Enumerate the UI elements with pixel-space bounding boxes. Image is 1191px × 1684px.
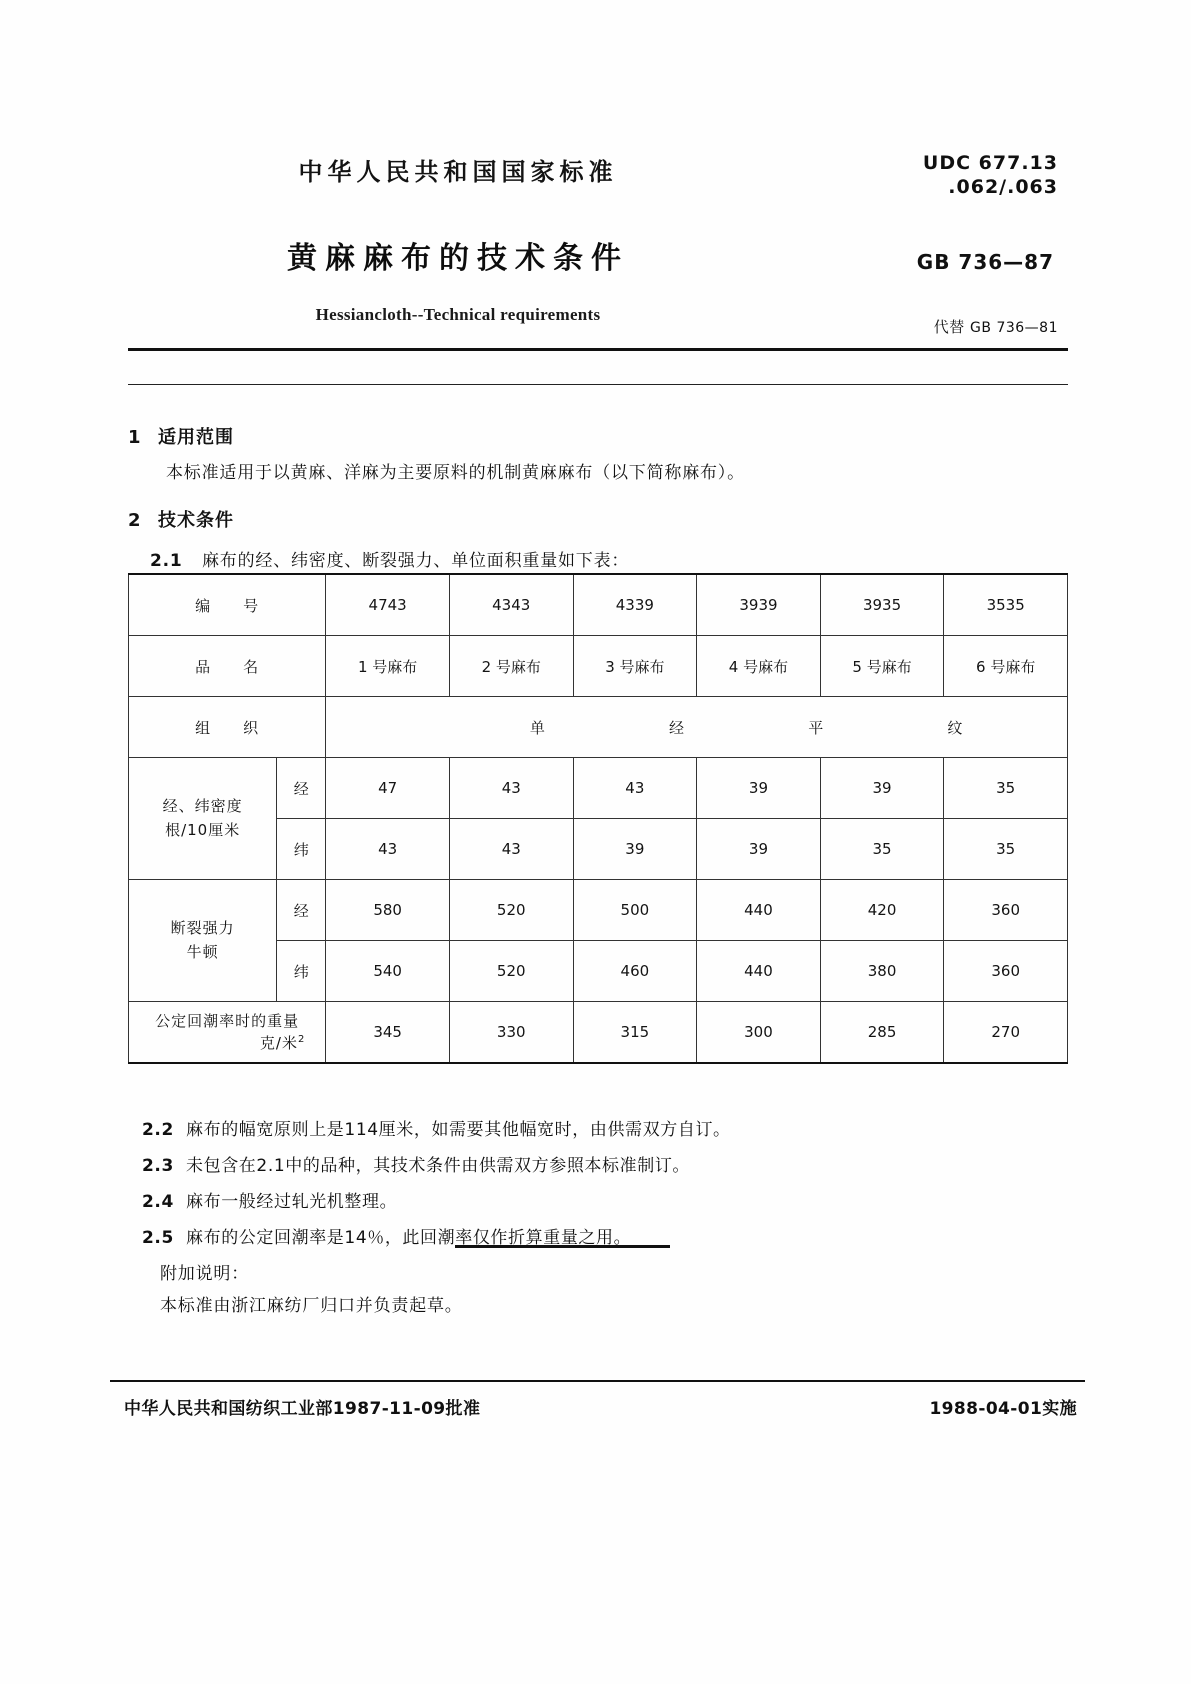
cell-strength-weft-6: 360 xyxy=(944,941,1068,1002)
clause-2-2-number: 2.2 xyxy=(142,1120,174,1140)
cell-code-6: 3535 xyxy=(944,574,1068,636)
clause-2-2 xyxy=(128,1115,1068,1140)
section-1-paragraph: 本标准适用于以黄麻、洋麻为主要原料的机制黄麻麻布（以下简称麻布）。 xyxy=(166,463,745,483)
weight-label-unit: 克/米 xyxy=(259,1034,298,1052)
document-footer xyxy=(110,1394,1085,1419)
cell-strength-warp-5: 420 xyxy=(820,880,944,941)
table-row-strength-warp xyxy=(129,880,1068,941)
cell-strength-warp-4: 440 xyxy=(697,880,821,941)
cell-strength-warp-2: 520 xyxy=(449,880,573,941)
header-rule-thin xyxy=(128,384,1068,385)
table-row-density-warp xyxy=(129,758,1068,819)
table-row-weight xyxy=(129,1002,1068,1064)
clause-2-3-number: 2.3 xyxy=(142,1156,174,1176)
cell-code-1: 4743 xyxy=(326,574,450,636)
document-header xyxy=(128,140,1068,340)
cell-strength-weft-3: 460 xyxy=(573,941,697,1002)
weight-label-line1: 公定回潮率时的重量 xyxy=(155,1011,300,1030)
clause-notes-list xyxy=(128,1115,1068,1259)
table-row-name xyxy=(129,636,1068,697)
weight-label-superscript: 2 xyxy=(297,1034,306,1045)
clause-2-5-number: 2.5 xyxy=(142,1228,174,1248)
footer-approval-text: 中华人民共和国纺织工业部1987-11-09批准 xyxy=(124,1399,481,1419)
row-label-weave: 组 织 xyxy=(129,697,326,758)
cell-strength-warp-1: 580 xyxy=(326,880,450,941)
strength-weft-sublabel: 纬 xyxy=(277,941,326,1002)
cell-weight-5: 285 xyxy=(820,1002,944,1064)
section-2-heading xyxy=(128,506,1068,532)
document-body xyxy=(128,405,1068,571)
cell-weight-1: 345 xyxy=(326,1002,450,1064)
strength-label-line2: 牛顿 xyxy=(186,942,219,961)
row-label-density xyxy=(129,758,277,880)
density-label-line2: 根/10厘米 xyxy=(165,820,241,839)
replaces-label: 代替 xyxy=(933,318,965,336)
clause-2-5-text: 麻布的公定回潮率是14％，此回潮率仅作折算重量之用。 xyxy=(186,1228,632,1248)
cell-name-6: 6 号麻布 xyxy=(944,636,1068,697)
table-row-weave xyxy=(129,697,1068,758)
cell-strength-weft-2: 520 xyxy=(449,941,573,1002)
cell-name-5: 5 号麻布 xyxy=(820,636,944,697)
cell-name-1: 1 号麻布 xyxy=(326,636,450,697)
clause-2-4-number: 2.4 xyxy=(142,1192,174,1212)
strength-label-line1: 断裂强力 xyxy=(170,919,235,938)
cell-name-3: 3 号麻布 xyxy=(573,636,697,697)
clause-2-4-text: 麻布一般经过轧光机整理。 xyxy=(186,1192,398,1212)
weave-char-1: 单 xyxy=(529,718,546,737)
cell-density-warp-4: 39 xyxy=(697,758,821,819)
density-weft-sublabel: 纬 xyxy=(277,819,326,880)
clause-2-2-text: 麻布的幅宽原则上是114厘米，如需要其他幅宽时，由供需双方自订。 xyxy=(186,1120,731,1140)
density-label-line1: 经、纬密度 xyxy=(162,797,243,816)
national-standard-line: 中华人民共和国国家标准 xyxy=(298,158,618,186)
cell-code-5: 3935 xyxy=(820,574,944,636)
table-row-code xyxy=(129,574,1068,636)
cell-weight-4: 300 xyxy=(697,1002,821,1064)
cell-weight-6: 270 xyxy=(944,1002,1068,1064)
cell-density-weft-6: 35 xyxy=(944,819,1068,880)
section-2-number: 2 xyxy=(128,509,142,531)
cell-density-warp-2: 43 xyxy=(449,758,573,819)
section-2-1-line xyxy=(150,546,1068,571)
cell-code-4: 3939 xyxy=(697,574,821,636)
weight-label-line2 xyxy=(131,1032,323,1055)
cell-density-weft-3: 39 xyxy=(573,819,697,880)
header-right-block xyxy=(818,140,1068,337)
section-1-heading xyxy=(128,423,1068,449)
footer-effective-text: 1988-04-01实施 xyxy=(929,1399,1077,1419)
udc-code-line2: .062/.063 xyxy=(948,176,1058,198)
row-label-strength xyxy=(129,880,277,1002)
section-1-title: 适用范围 xyxy=(158,427,234,448)
replaces-value: GB 736—81 xyxy=(970,320,1058,336)
strength-warp-sublabel: 经 xyxy=(277,880,326,941)
row-label-weight xyxy=(129,1002,326,1064)
header-rule-thick xyxy=(128,348,1068,351)
gb-standard-number: GB 736—87 xyxy=(916,250,1054,274)
cell-code-2: 4343 xyxy=(449,574,573,636)
cell-density-warp-6: 35 xyxy=(944,758,1068,819)
section-1-number: 1 xyxy=(128,427,142,448)
cell-weight-3: 315 xyxy=(573,1002,697,1064)
appendix-text: 本标准由浙江麻纺厂归口并负责起草。 xyxy=(160,1296,463,1317)
density-warp-sublabel: 经 xyxy=(277,758,326,819)
udc-code-line1: UDC 677.13 xyxy=(922,152,1058,174)
weave-char-3: 平 xyxy=(808,718,825,737)
cell-weight-2: 330 xyxy=(449,1002,573,1064)
appendix-block xyxy=(160,1258,1060,1323)
clause-2-4 xyxy=(128,1187,1068,1212)
footer-rule xyxy=(110,1380,1085,1382)
cell-strength-weft-4: 440 xyxy=(697,941,821,1002)
cell-strength-weft-1: 540 xyxy=(326,941,450,1002)
cell-strength-warp-6: 360 xyxy=(944,880,1068,941)
weave-char-4: 纹 xyxy=(947,718,964,737)
clause-2-3-text: 未包含在2.1中的品种，其技术条件由供需双方参照本标准制订。 xyxy=(186,1156,691,1176)
cell-name-4: 4 号麻布 xyxy=(697,636,821,697)
weave-char-2: 经 xyxy=(669,718,686,737)
cell-density-weft-5: 35 xyxy=(820,819,944,880)
section-separator-rule xyxy=(455,1245,670,1248)
section-2-1-text: 麻布的经、纬密度、断裂强力、单位面积重量如下表： xyxy=(202,550,630,571)
cell-density-warp-1: 47 xyxy=(326,758,450,819)
row-label-name: 品 名 xyxy=(129,636,326,697)
spec-table-wrapper xyxy=(128,573,1068,1064)
cell-strength-warp-3: 500 xyxy=(573,880,697,941)
appendix-title: 附加说明： xyxy=(160,1264,249,1284)
cell-code-3: 4339 xyxy=(573,574,697,636)
cell-density-weft-2: 43 xyxy=(449,819,573,880)
cell-density-weft-1: 43 xyxy=(326,819,450,880)
specification-table xyxy=(128,573,1068,1064)
cell-density-warp-5: 39 xyxy=(820,758,944,819)
section-2-1-number: 2.1 xyxy=(150,550,183,571)
document-title-chinese: 黄麻麻布的技术条件 xyxy=(287,241,629,276)
cell-density-weft-4: 39 xyxy=(697,819,821,880)
header-left-block xyxy=(128,140,788,325)
cell-density-warp-3: 43 xyxy=(573,758,697,819)
cell-weave-merged xyxy=(326,697,1068,758)
section-2-title: 技术条件 xyxy=(158,509,234,531)
cell-name-2: 2 号麻布 xyxy=(449,636,573,697)
row-label-code: 编 号 xyxy=(129,574,326,636)
clause-2-3 xyxy=(128,1151,1068,1176)
cell-strength-weft-5: 380 xyxy=(820,941,944,1002)
document-title-english: Hessiancloth--Technical requirements xyxy=(315,305,601,324)
replaces-line xyxy=(818,316,1068,337)
